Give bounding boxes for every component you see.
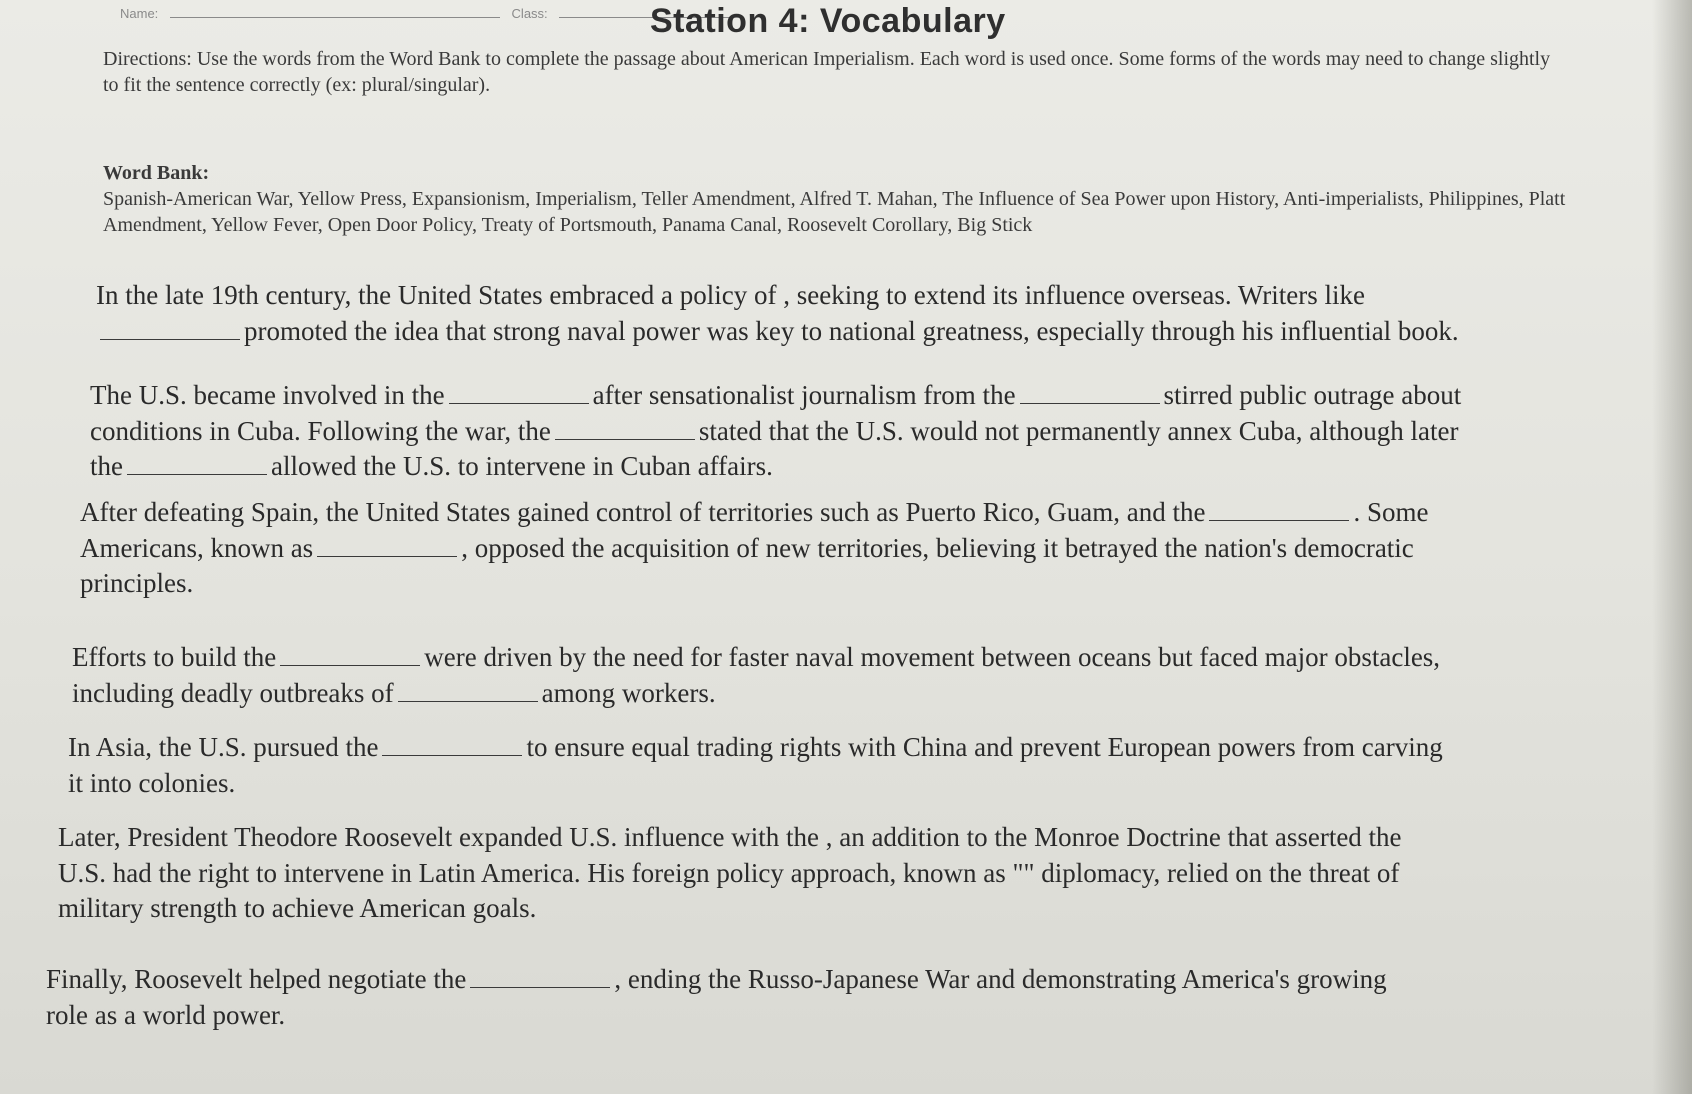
passage-text: stirred public outrage about <box>1163 380 1462 410</box>
passage-text: Finally, Roosevelt helped negotiate the <box>46 964 467 994</box>
passage-text: after sensationalist journalism from the <box>592 380 1016 410</box>
word-bank-heading: Word Bank: <box>103 162 210 184</box>
passage-text: it into colonies. <box>68 767 236 798</box>
word-bank <box>103 160 1583 238</box>
answer-blank[interactable] <box>398 700 538 702</box>
passage-text: among workers. <box>541 677 716 708</box>
passage-text: Efforts to build the <box>72 642 277 672</box>
answer-blank[interactable] <box>449 402 589 404</box>
answer-blank[interactable] <box>1209 519 1349 521</box>
passage-text: The U.S. became involved in the <box>90 380 445 410</box>
word-bank-list: Spanish-American War, Yellow Press, Expansionism, Imperialism, Teller Amendment, Alfred T. Mahan, The Influence of Sea Power upon History, Anti-imperialists, Philippines, Platt Amendment, Yellow Fever, Open Door Policy, Treaty of Portsmouth, Panama Canal, Roosevelt Corollary, Big Stick <box>103 188 1566 236</box>
answer-blank[interactable] <box>1020 402 1160 404</box>
answer-blank[interactable] <box>382 754 522 756</box>
answer-blank[interactable] <box>100 338 240 340</box>
passage-paragraph-1 <box>96 278 1596 349</box>
passage-text: principles. <box>80 568 194 599</box>
name-blank <box>170 17 500 18</box>
passage-text: In Asia, the U.S. pursued the <box>68 732 379 762</box>
name-label: Name: <box>120 6 159 21</box>
passage-text: to ensure equal trading rights with China and prevent European powers from carving <box>526 732 1443 762</box>
passage-paragraph-2 <box>90 378 1620 485</box>
passage-text: military strength to achieve American goals. <box>58 893 537 924</box>
passage-text: U.S. had the right to intervene in Latin America. His foreign policy approach, known as "" diplomacy, relied on the threat of <box>58 857 1400 888</box>
passage-text: Americans, known as <box>80 532 314 563</box>
passage-text: After defeating Spain, the United States gained control of territories such as Puerto Rico, Guam, and the <box>80 497 1206 527</box>
passage-text: , opposed the acquisition of new territories, believing it betrayed the nation's democratic <box>461 532 1414 563</box>
passage-text: promoted the idea that strong naval power was key to national greatness, especially through his influential book. <box>244 315 1459 346</box>
passage-paragraph-3 <box>80 495 1620 602</box>
answer-blank[interactable] <box>555 438 695 440</box>
passage-text: conditions in Cuba. Following the war, the <box>90 415 551 446</box>
passage-text: . Some <box>1353 497 1429 527</box>
passage-text: including deadly outbreaks of <box>72 677 394 708</box>
class-label: Class: <box>511 6 548 21</box>
passage-text: In the late 19th century, the United States embraced a policy of , seeking to extend its influence overseas. Writers like <box>96 280 1365 310</box>
passage-paragraph-4 <box>72 640 1652 711</box>
passage-text: were driven by the need for faster naval movement between oceans but faced major obstacles, <box>424 642 1441 672</box>
answer-blank[interactable] <box>127 473 267 475</box>
passage-paragraph-5 <box>68 730 1668 801</box>
answer-blank[interactable] <box>470 986 610 988</box>
passage-paragraph-7 <box>46 962 1656 1033</box>
answer-blank[interactable] <box>280 664 420 666</box>
passage-text: role as a world power. <box>46 999 286 1030</box>
answer-blank[interactable] <box>317 555 457 557</box>
directions-text: Directions: Use the words from the Word Bank to complete the passage about American Imperialism. Each word is used once. Some forms of the words may need to change slightly to fit the sentence correctly (ex: plural/singular). <box>103 48 1551 96</box>
passage-paragraph-6 <box>58 820 1668 927</box>
page-title: Station 4: Vocabulary <box>650 2 1006 40</box>
passage-text: allowed the U.S. to intervene in Cuban affairs. <box>271 451 773 482</box>
passage-text: the <box>90 451 123 482</box>
passage-text: , ending the Russo-Japanese War and demonstrating America's growing <box>614 964 1387 994</box>
page-edge-shadow <box>1652 0 1692 1094</box>
passage-text: Later, President Theodore Roosevelt expanded U.S. influence with the , an addition to the Monroe Doctrine that asserted the <box>58 822 1402 852</box>
passage-text: stated that the U.S. would not permanently annex Cuba, although later <box>698 415 1459 446</box>
